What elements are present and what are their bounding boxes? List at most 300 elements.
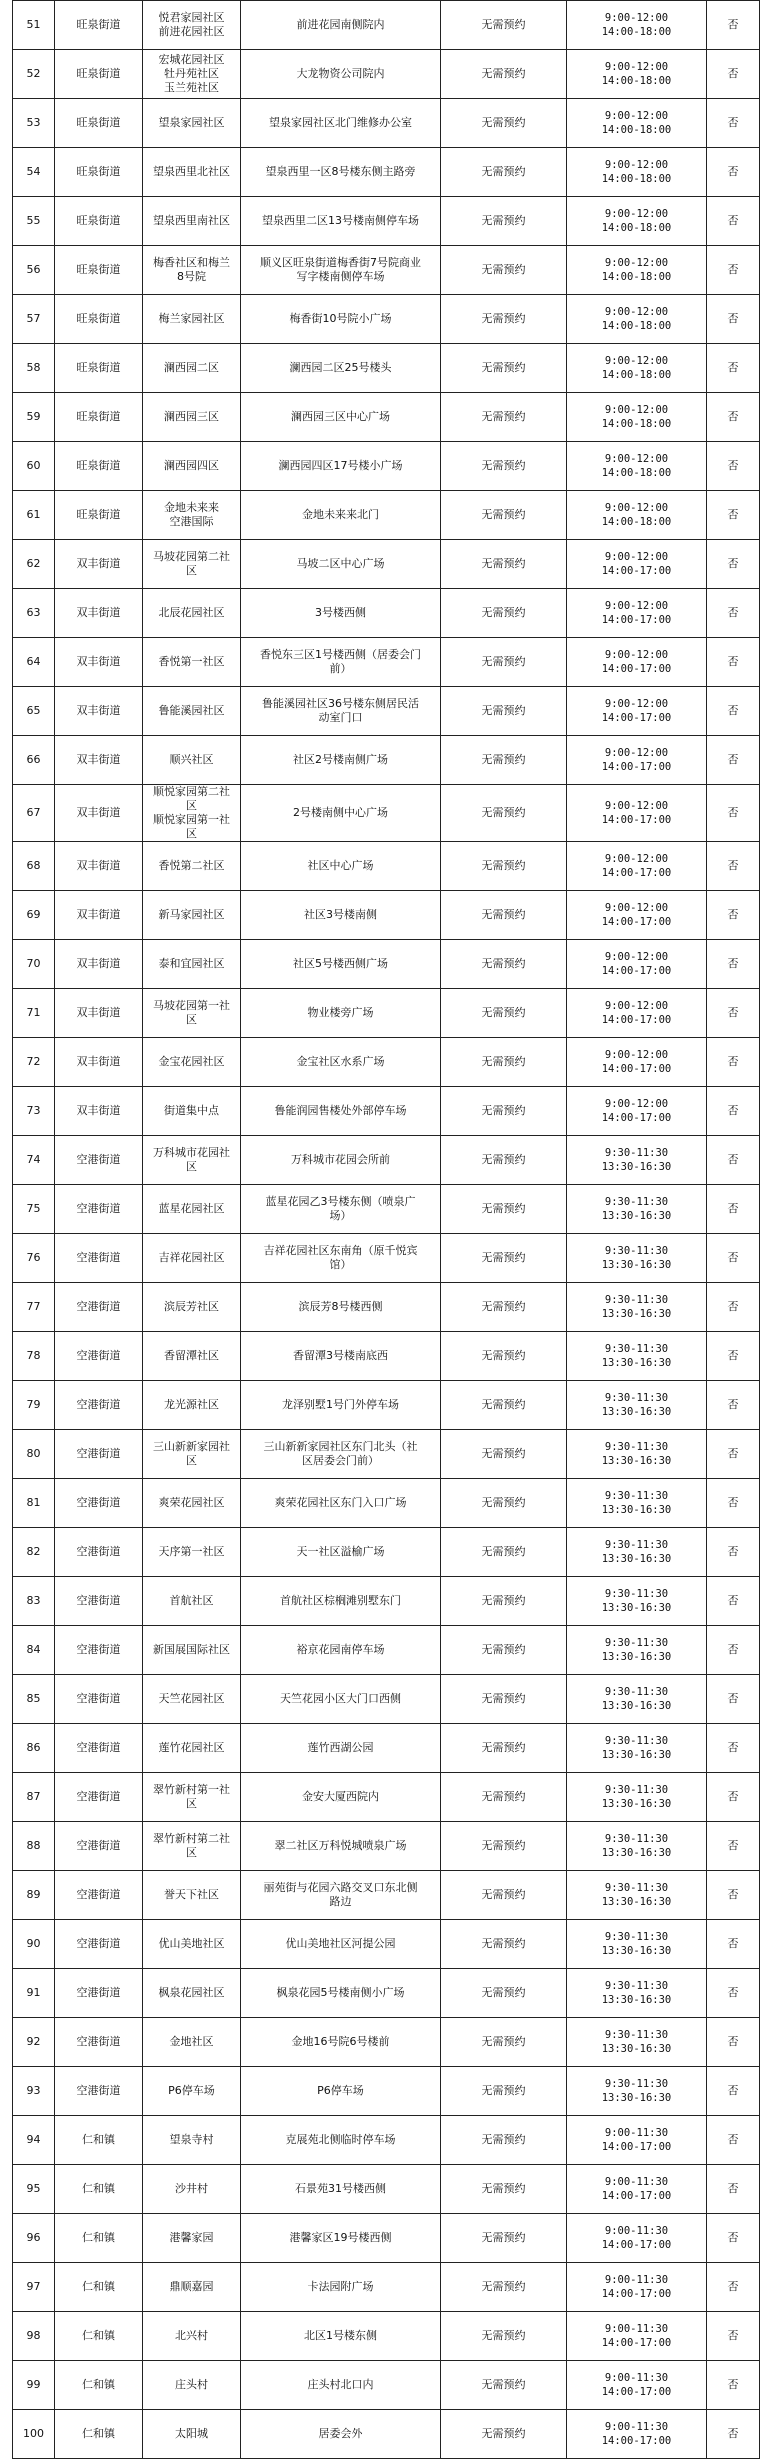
site-location: 3号楼西侧 [241,589,441,638]
service-hours: 9:00-12:00 14:00-18:00 [567,1,707,50]
reservation-status: 无需预约 [441,1969,567,2018]
table-row [13,1675,760,1724]
street-name: 旺泉街道 [55,246,143,295]
service-hours: 9:00-12:00 14:00-17:00 [567,891,707,940]
charge-flag: 否 [707,2165,760,2214]
street-name: 双丰街道 [55,638,143,687]
charge-flag: 否 [707,1283,760,1332]
table-row [13,1136,760,1185]
charge-flag: 否 [707,891,760,940]
community-name: 街道集中点 [143,1087,241,1136]
street-name: 双丰街道 [55,540,143,589]
site-location: 天竺花园小区大门口西侧 [241,1675,441,1724]
community-name: 枫泉花园社区 [143,1969,241,2018]
reservation-status: 无需预约 [441,2312,567,2361]
reservation-status: 无需预约 [441,295,567,344]
street-name: 旺泉街道 [55,344,143,393]
community-name: 金地未来来 空港国际 [143,491,241,540]
service-hours: 9:30-11:30 13:30-16:30 [567,1920,707,1969]
site-location: 鲁能润园售楼处外部停车场 [241,1087,441,1136]
service-hours: 9:30-11:30 13:30-16:30 [567,1626,707,1675]
street-name: 仁和镇 [55,2116,143,2165]
charge-flag: 否 [707,1724,760,1773]
reservation-status: 无需预约 [441,2361,567,2410]
service-hours: 9:00-12:00 14:00-17:00 [567,540,707,589]
site-location: 金地未来来北门 [241,491,441,540]
street-name: 旺泉街道 [55,491,143,540]
street-name: 旺泉街道 [55,295,143,344]
street-name: 双丰街道 [55,891,143,940]
table-row [13,2214,760,2263]
row-number: 73 [13,1087,55,1136]
charge-flag: 否 [707,1969,760,2018]
charge-flag: 否 [707,1773,760,1822]
charge-flag: 否 [707,989,760,1038]
charge-flag: 否 [707,491,760,540]
reservation-status: 无需预约 [441,842,567,891]
site-location: 三山新新家园社区东门北头（社 区居委会门前） [241,1430,441,1479]
table-row [13,1087,760,1136]
charge-flag: 否 [707,344,760,393]
row-number: 94 [13,2116,55,2165]
street-name: 仁和镇 [55,2312,143,2361]
charge-flag: 否 [707,2116,760,2165]
table-row [13,197,760,246]
charge-flag: 否 [707,1,760,50]
reservation-status: 无需预约 [441,1,567,50]
street-name: 双丰街道 [55,1038,143,1087]
charge-flag: 否 [707,2067,760,2116]
reservation-status: 无需预约 [441,1430,567,1479]
charge-flag: 否 [707,197,760,246]
street-name: 仁和镇 [55,2361,143,2410]
charge-flag: 否 [707,99,760,148]
row-number: 92 [13,2018,55,2067]
site-location: 庄头村北口内 [241,2361,441,2410]
row-number: 71 [13,989,55,1038]
street-name: 空港街道 [55,1969,143,2018]
site-location: 克展苑北侧临时停车场 [241,2116,441,2165]
row-number: 99 [13,2361,55,2410]
service-hours: 9:00-12:00 14:00-17:00 [567,785,707,842]
service-hours: 9:30-11:30 13:30-16:30 [567,1479,707,1528]
community-name: 太阳城 [143,2410,241,2459]
reservation-status: 无需预约 [441,589,567,638]
row-number: 62 [13,540,55,589]
table-row [13,1185,760,1234]
street-name: 旺泉街道 [55,197,143,246]
row-number: 53 [13,99,55,148]
service-hours: 9:00-12:00 14:00-18:00 [567,246,707,295]
table-row [13,2165,760,2214]
street-name: 双丰街道 [55,687,143,736]
community-name: P6停车场 [143,2067,241,2116]
table-row [13,2410,760,2459]
table-row [13,1528,760,1577]
row-number: 87 [13,1773,55,1822]
table-row [13,1969,760,2018]
charge-flag: 否 [707,1136,760,1185]
reservation-status: 无需预约 [441,491,567,540]
site-location: 社区中心广场 [241,842,441,891]
row-number: 54 [13,148,55,197]
street-name: 空港街道 [55,1920,143,1969]
charge-flag: 否 [707,1528,760,1577]
reservation-status: 无需预约 [441,540,567,589]
site-location: 万科城市花园会所前 [241,1136,441,1185]
row-number: 75 [13,1185,55,1234]
community-name: 万科城市花园社 区 [143,1136,241,1185]
street-name: 旺泉街道 [55,1,143,50]
table-row [13,1283,760,1332]
charge-flag: 否 [707,1577,760,1626]
charge-flag: 否 [707,687,760,736]
site-location: 社区5号楼西侧广场 [241,940,441,989]
street-name: 空港街道 [55,1136,143,1185]
row-number: 96 [13,2214,55,2263]
street-name: 空港街道 [55,1871,143,1920]
table-row [13,1,760,50]
reservation-status: 无需预约 [441,891,567,940]
street-name: 双丰街道 [55,989,143,1038]
service-hours: 9:30-11:30 13:30-16:30 [567,1332,707,1381]
community-name: 翠竹新村第二社 区 [143,1822,241,1871]
service-hours: 9:00-12:00 14:00-18:00 [567,393,707,442]
site-location: 爽荣花园社区东门入口广场 [241,1479,441,1528]
row-number: 95 [13,2165,55,2214]
community-name: 鼎顺嘉园 [143,2263,241,2312]
site-location: 枫泉花园5号楼南侧小广场 [241,1969,441,2018]
reservation-status: 无需预约 [441,344,567,393]
row-number: 77 [13,1283,55,1332]
reservation-status: 无需预约 [441,638,567,687]
community-name: 澜西园二区 [143,344,241,393]
table-row [13,1577,760,1626]
service-hours: 9:00-12:00 14:00-17:00 [567,736,707,785]
charge-flag: 否 [707,1822,760,1871]
community-name: 蓝星花园社区 [143,1185,241,1234]
site-location: 前进花园南侧院内 [241,1,441,50]
table-row [13,1626,760,1675]
table-row [13,1920,760,1969]
table-row [13,1332,760,1381]
charge-flag: 否 [707,2263,760,2312]
service-hours: 9:00-12:00 14:00-18:00 [567,50,707,99]
site-location: 莲竹西湖公园 [241,1724,441,1773]
community-name: 望泉寺村 [143,2116,241,2165]
community-name: 香留潭社区 [143,1332,241,1381]
site-location: 社区2号楼南侧广场 [241,736,441,785]
service-hours: 9:00-11:30 14:00-17:00 [567,2214,707,2263]
table-row [13,2263,760,2312]
table-row [13,2312,760,2361]
row-number: 70 [13,940,55,989]
street-name: 空港街道 [55,1577,143,1626]
service-hours: 9:00-11:30 14:00-17:00 [567,2116,707,2165]
community-name: 莲竹花园社区 [143,1724,241,1773]
community-name: 新马家园社区 [143,891,241,940]
street-name: 双丰街道 [55,785,143,842]
site-location: 大龙物资公司院内 [241,50,441,99]
community-name: 金地社区 [143,2018,241,2067]
street-name: 空港街道 [55,1332,143,1381]
community-name: 庄头村 [143,2361,241,2410]
community-name: 望泉家园社区 [143,99,241,148]
service-hours: 9:00-12:00 14:00-18:00 [567,295,707,344]
row-number: 66 [13,736,55,785]
reservation-status: 无需预约 [441,1479,567,1528]
site-location: 望泉西里二区13号楼南侧停车场 [241,197,441,246]
site-location: 2号楼南侧中心广场 [241,785,441,842]
row-number: 51 [13,1,55,50]
reservation-status: 无需预约 [441,1038,567,1087]
row-number: 56 [13,246,55,295]
community-name: 泰和宜园社区 [143,940,241,989]
table-row [13,989,760,1038]
site-location: 首航社区棕榈滩别墅东门 [241,1577,441,1626]
row-number: 58 [13,344,55,393]
table-row [13,491,760,540]
street-name: 空港街道 [55,1283,143,1332]
charge-flag: 否 [707,842,760,891]
street-name: 旺泉街道 [55,393,143,442]
service-hours: 9:00-12:00 14:00-17:00 [567,940,707,989]
reservation-status: 无需预约 [441,2214,567,2263]
charge-flag: 否 [707,295,760,344]
reservation-status: 无需预约 [441,197,567,246]
charge-flag: 否 [707,1381,760,1430]
community-name: 沙井村 [143,2165,241,2214]
charge-flag: 否 [707,1626,760,1675]
service-hours: 9:00-12:00 14:00-17:00 [567,1038,707,1087]
table-row [13,1038,760,1087]
reservation-status: 无需预约 [441,2410,567,2459]
reservation-status: 无需预约 [441,2116,567,2165]
charge-flag: 否 [707,1920,760,1969]
community-name: 马坡花园第一社 区 [143,989,241,1038]
reservation-status: 无需预约 [441,1185,567,1234]
street-name: 空港街道 [55,1626,143,1675]
community-name: 天竺花园社区 [143,1675,241,1724]
community-name: 北辰花园社区 [143,589,241,638]
site-location: 澜西园三区中心广场 [241,393,441,442]
service-hours: 9:30-11:30 13:30-16:30 [567,1136,707,1185]
charge-flag: 否 [707,1234,760,1283]
service-hours: 9:00-12:00 14:00-18:00 [567,491,707,540]
charge-flag: 否 [707,2361,760,2410]
charge-flag: 否 [707,1087,760,1136]
reservation-status: 无需预约 [441,1675,567,1724]
site-location: 梅香街10号院小广场 [241,295,441,344]
row-number: 98 [13,2312,55,2361]
site-location: 望泉西里一区8号楼东侧主路旁 [241,148,441,197]
charge-flag: 否 [707,2214,760,2263]
site-location: 马坡二区中心广场 [241,540,441,589]
table-row [13,2116,760,2165]
site-location: P6停车场 [241,2067,441,2116]
row-number: 52 [13,50,55,99]
row-number: 90 [13,1920,55,1969]
community-name: 翠竹新村第一社 区 [143,1773,241,1822]
table-row [13,295,760,344]
service-hours: 9:00-12:00 14:00-18:00 [567,148,707,197]
reservation-status: 无需预约 [441,687,567,736]
community-name: 香悦第一社区 [143,638,241,687]
row-number: 61 [13,491,55,540]
service-hours: 9:00-12:00 14:00-17:00 [567,989,707,1038]
table-row [13,940,760,989]
table-row [13,1871,760,1920]
street-name: 双丰街道 [55,842,143,891]
reservation-status: 无需预约 [441,2018,567,2067]
charge-flag: 否 [707,148,760,197]
street-name: 仁和镇 [55,2165,143,2214]
row-number: 57 [13,295,55,344]
table-row [13,246,760,295]
service-hours: 9:00-11:30 14:00-17:00 [567,2410,707,2459]
site-location: 望泉家园社区北门维修办公室 [241,99,441,148]
street-name: 双丰街道 [55,1087,143,1136]
row-number: 74 [13,1136,55,1185]
charge-flag: 否 [707,2410,760,2459]
charge-flag: 否 [707,638,760,687]
service-hours: 9:30-11:30 13:30-16:30 [567,1675,707,1724]
community-name: 北兴村 [143,2312,241,2361]
site-location: 港馨家区19号楼西侧 [241,2214,441,2263]
street-name: 双丰街道 [55,736,143,785]
service-hours: 9:00-12:00 14:00-17:00 [567,638,707,687]
site-location: 翠二社区万科悦城喷泉广场 [241,1822,441,1871]
table-row [13,2018,760,2067]
site-location: 天一社区溢榆广场 [241,1528,441,1577]
community-name: 新国展国际社区 [143,1626,241,1675]
row-number: 63 [13,589,55,638]
community-name: 龙光源社区 [143,1381,241,1430]
row-number: 55 [13,197,55,246]
row-number: 88 [13,1822,55,1871]
community-name: 宏城花园社区 牡丹苑社区 玉兰苑社区 [143,50,241,99]
reservation-status: 无需预约 [441,1920,567,1969]
service-hours: 9:00-12:00 14:00-18:00 [567,344,707,393]
testing-sites-table [12,0,760,2459]
site-location: 裕京花园南停车场 [241,1626,441,1675]
row-number: 60 [13,442,55,491]
service-hours: 9:00-12:00 14:00-18:00 [567,99,707,148]
charge-flag: 否 [707,246,760,295]
table-body [13,1,760,2459]
service-hours: 9:00-12:00 14:00-18:00 [567,197,707,246]
table-row [13,2361,760,2410]
table-row [13,50,760,99]
row-number: 79 [13,1381,55,1430]
reservation-status: 无需预约 [441,2067,567,2116]
charge-flag: 否 [707,1675,760,1724]
community-name: 澜西园三区 [143,393,241,442]
row-number: 64 [13,638,55,687]
charge-flag: 否 [707,736,760,785]
street-name: 旺泉街道 [55,99,143,148]
table-row [13,540,760,589]
site-location: 社区3号楼南侧 [241,891,441,940]
site-location: 香悦东三区1号楼西侧（居委会门 前） [241,638,441,687]
site-location: 物业楼旁广场 [241,989,441,1038]
site-location: 顺义区旺泉街道梅香街7号院商业 写字楼南侧停车场 [241,246,441,295]
charge-flag: 否 [707,1871,760,1920]
site-location: 金地16号院6号楼前 [241,2018,441,2067]
reservation-status: 无需预约 [441,1136,567,1185]
service-hours: 9:30-11:30 13:30-16:30 [567,1969,707,2018]
site-location: 石景苑31号楼西侧 [241,2165,441,2214]
street-name: 空港街道 [55,2018,143,2067]
street-name: 空港街道 [55,1479,143,1528]
service-hours: 9:00-12:00 14:00-17:00 [567,687,707,736]
reservation-status: 无需预约 [441,1724,567,1773]
row-number: 86 [13,1724,55,1773]
table-row [13,1773,760,1822]
street-name: 空港街道 [55,1773,143,1822]
street-name: 仁和镇 [55,2214,143,2263]
row-number: 100 [13,2410,55,2459]
reservation-status: 无需预约 [441,2165,567,2214]
charge-flag: 否 [707,1038,760,1087]
row-number: 69 [13,891,55,940]
community-name: 马坡花园第二社 区 [143,540,241,589]
street-name: 空港街道 [55,2067,143,2116]
community-name: 优山美地社区 [143,1920,241,1969]
reservation-status: 无需预约 [441,940,567,989]
table-row [13,442,760,491]
street-name: 空港街道 [55,1822,143,1871]
reservation-status: 无需预约 [441,1626,567,1675]
reservation-status: 无需预约 [441,50,567,99]
charge-flag: 否 [707,50,760,99]
site-location: 香留潭3号楼南底西 [241,1332,441,1381]
street-name: 空港街道 [55,1724,143,1773]
site-location: 北区1号楼东侧 [241,2312,441,2361]
community-name: 香悦第二社区 [143,842,241,891]
site-location: 鲁能溪园社区36号楼东侧居民活 动室门口 [241,687,441,736]
service-hours: 9:00-11:30 14:00-17:00 [567,2361,707,2410]
street-name: 仁和镇 [55,2263,143,2312]
row-number: 84 [13,1626,55,1675]
row-number: 78 [13,1332,55,1381]
service-hours: 9:00-12:00 14:00-17:00 [567,589,707,638]
table-row [13,1381,760,1430]
row-number: 76 [13,1234,55,1283]
table-row [13,785,760,842]
service-hours: 9:30-11:30 13:30-16:30 [567,1577,707,1626]
service-hours: 9:30-11:30 13:30-16:30 [567,1381,707,1430]
service-hours: 9:00-11:30 14:00-17:00 [567,2165,707,2214]
service-hours: 9:30-11:30 13:30-16:30 [567,2067,707,2116]
community-name: 悦君家园社区 前进花园社区 [143,1,241,50]
table-row [13,736,760,785]
street-name: 空港街道 [55,1234,143,1283]
reservation-status: 无需预约 [441,99,567,148]
row-number: 59 [13,393,55,442]
street-name: 空港街道 [55,1528,143,1577]
table-row [13,99,760,148]
row-number: 91 [13,1969,55,2018]
reservation-status: 无需预约 [441,1871,567,1920]
community-name: 吉祥花园社区 [143,1234,241,1283]
site-location: 丽苑街与花园六路交叉口东北侧 路边 [241,1871,441,1920]
table-row [13,1479,760,1528]
community-name: 鲁能溪园社区 [143,687,241,736]
reservation-status: 无需预约 [441,442,567,491]
reservation-status: 无需预约 [441,785,567,842]
community-name: 爽荣花园社区 [143,1479,241,1528]
